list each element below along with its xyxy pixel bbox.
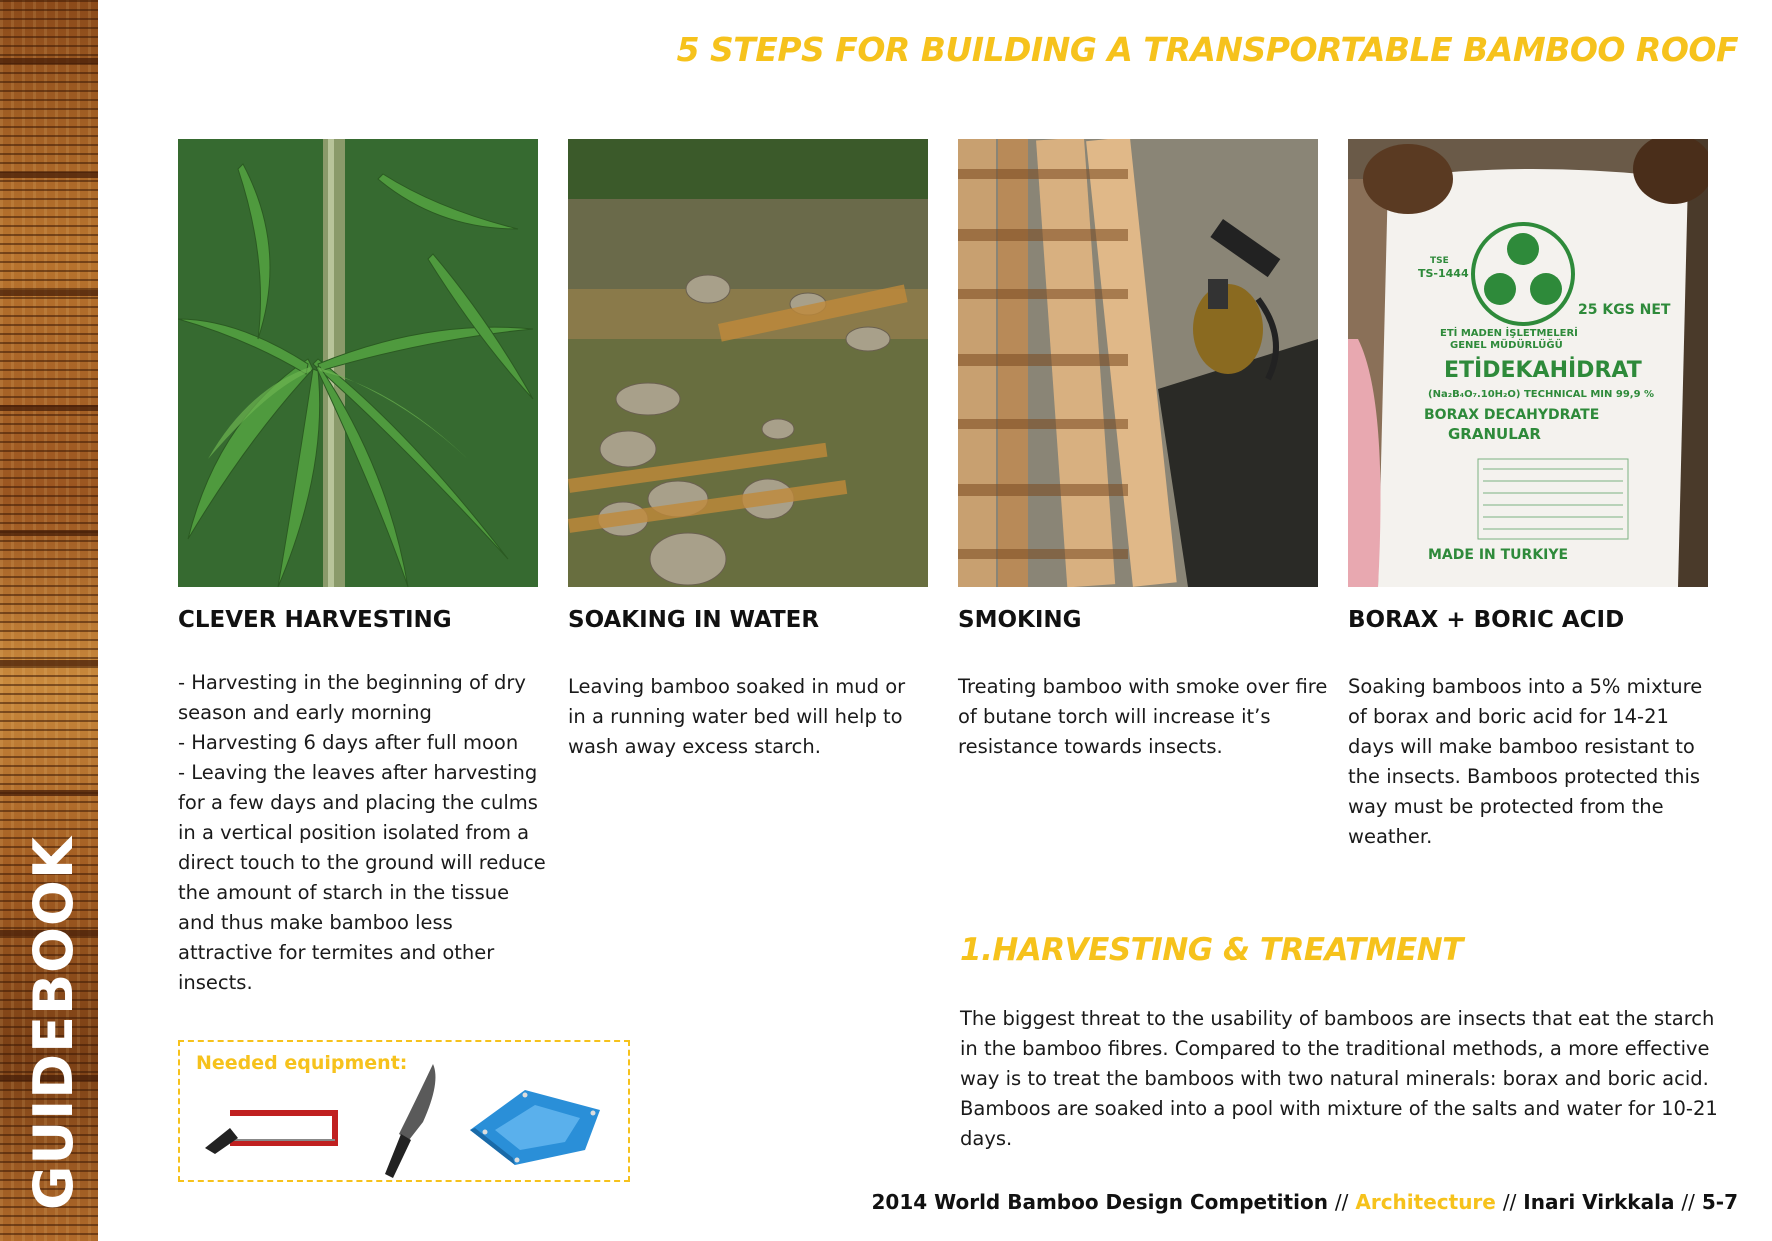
needed-equipment-label: Needed equipment: [196,1052,408,1074]
footer-page-number: 5-7 [1701,1190,1738,1214]
footer-author: Inari Virkkala [1523,1190,1675,1214]
column-text-harvesting [178,668,548,998]
column-title-smoking: SMOKING [958,607,1082,633]
bag-mark: TSE [1430,256,1449,266]
borax-paragraph: Soaking bamboos into a 5% mixture of borax and boric acid for 14-21 days will make bamboo resistant to the insects. Bamboos protected this way must be protected from the weather. [1348,675,1703,848]
machete-icon [375,1062,445,1180]
photo-river-soaking [568,139,928,587]
strip-node [0,172,98,178]
bag-standard: TS-1444 [1418,267,1469,280]
bag-company-line2: GENEL MÜDÜRLÜĞÜ [1450,340,1563,351]
needed-equipment-box [178,1040,630,1182]
strip-node [0,405,98,411]
photo-bamboo-leaves [178,139,538,587]
bag-weight: 25 KGS NET [1578,302,1671,318]
hacksaw-icon [200,1098,350,1158]
page-footer [871,1190,1738,1214]
harvesting-point: - Leaving the leaves after harvesting for a few days and placing the culms in a vertical position isolated from a direct touch to the ground will reduce the amount of starch in the tissue and thus make bamboo less attractive for termites and other insects. [178,761,546,994]
smoking-paragraph: Treating bamboo with smoke over fire of butane torch will increase it’s resistance towards insects. [958,675,1328,758]
bag-company-line1: ETİ MADEN İŞLETMELERİ [1440,328,1578,339]
bag-origin: MADE IN TURKIYE [1428,547,1569,563]
footer-category: Architecture [1355,1190,1496,1214]
strip-node [0,58,98,64]
column-text-smoking [958,672,1328,762]
footer-separator: // [1681,1190,1695,1214]
footer-competition: 2014 World Bamboo Design Competition [871,1190,1328,1214]
strip-node [0,790,98,796]
photo-borax-sack [1348,139,1708,587]
guidebook-label: GUIDEBOOK [22,836,85,1210]
photo-smoked-bamboo [958,139,1318,587]
column-text-borax [1348,672,1718,852]
page-title: 5 STEPS FOR BUILDING A TRANSPORTABLE BAMBOO ROOF [676,30,1738,69]
bag-product-line1: BORAX DECAHYDRATE [1424,407,1600,423]
section-title: 1.HARVESTING & TREATMENT [960,932,1463,968]
harvesting-point: - Harvesting 6 days after full moon [178,731,519,754]
harvesting-point: - Harvesting in the beginning of dry season and early morning [178,671,526,724]
strip-node [0,290,98,296]
bag-formula: (Na₂B₄O₇.10H₂O) TECHNICAL MIN 99,9 % [1428,389,1655,400]
column-title-borax: BORAX + BORIC ACID [1348,607,1625,633]
column-title-soaking: SOAKING IN WATER [568,607,820,633]
column-text-soaking [568,672,928,762]
column-title-harvesting: CLEVER HARVESTING [178,607,452,633]
footer-separator: // [1502,1190,1517,1214]
strip-node [0,530,98,536]
footer-separator: // [1334,1190,1349,1214]
bag-brand: ETİDEKAHİDRAT [1444,358,1642,383]
bamboo-side-strip [0,0,98,1241]
section-body: The biggest threat to the usability of bamboos are insects that eat the starch in the bamboo fibres. Compared to the traditional methods, a more effective way is to treat the bamboos with two natural minerals: borax and boric acid. Bamboos are soaked into a pool with mixture of the salts and water for 10-21 days. [960,1007,1718,1150]
tarpaulin-icon [465,1080,605,1170]
soaking-paragraph: Leaving bamboo soaked in mud or in a running water bed will help to wash away excess starch. [568,675,906,758]
strip-node [0,660,98,666]
bag-product-line2: GRANULAR [1448,425,1541,443]
